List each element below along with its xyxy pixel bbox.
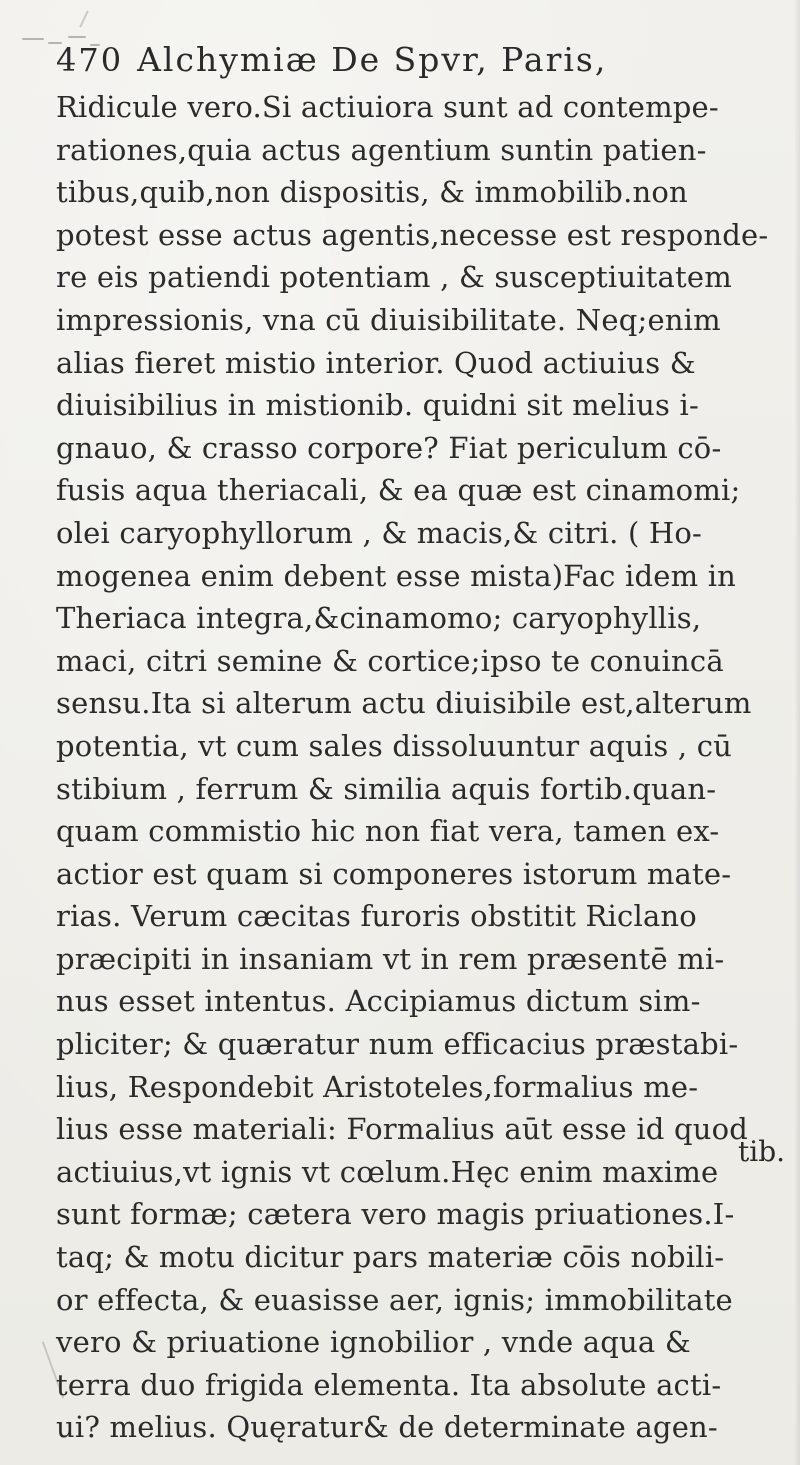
text-line: re eis patiendi potentiam , & susceptiuitatem	[56, 260, 732, 295]
text-line: rias. Verum cæcitas furoris obstitit Riclano	[56, 899, 697, 934]
text-line: olei caryophyllorum , & macis,& citri. ( Ho-	[56, 515, 703, 550]
text-line: actior est quam si componeres istorum mate-	[56, 856, 732, 891]
text-line: maci, citri semine & cortice;ipso te conuincā	[56, 643, 724, 678]
text-line: sensu.Ita si alterum actu diuisibile est,alterum	[56, 686, 752, 721]
text-line: lius esse materiali: Formalius aūt esse id quod	[56, 1112, 749, 1147]
text-line: alias fieret mistio interior. Quod actiuius &	[56, 345, 696, 380]
body-text	[56, 86, 776, 1449]
text-line: quam commistio hic non fiat vera, tamen ex-	[56, 814, 720, 849]
text-line: potest esse actus agentis,necesse est responde-	[56, 217, 769, 252]
text-line: sunt formæ; cætera vero magis priuationes.I-	[56, 1197, 735, 1232]
text-line: impressionis, vna cū diuisibilitate. Neq;enim	[56, 302, 721, 337]
text-line: stibium , ferrum & similia aquis fortib.quan-	[56, 771, 717, 806]
text-line: actiuius,vt ignis vt cœlum.Hęc enim maxime	[56, 1154, 719, 1189]
text-line: or effecta, & euasisse aer, ignis; immobilitate	[56, 1282, 733, 1317]
text-line: potentia, vt cum sales dissoluuntur aquis , cū	[56, 728, 733, 763]
text-line: Ridicule vero.Si actiuiora sunt ad contempe-	[56, 90, 719, 124]
stray-mark	[79, 10, 88, 27]
text-line: diuisibilius in mistionib. quidni sit melius i-	[56, 388, 700, 423]
text-line: gnauo, & crasso corpore? Fiat periculum cō-	[56, 430, 722, 465]
page-edge-shadow	[794, 0, 800, 1465]
catchword: tib.	[738, 1135, 786, 1168]
text-line: taq; & motu dicitur pars materiæ cōis nobili-	[56, 1240, 725, 1275]
text-line: ui? melius. Quęratur& de determinate agen-	[56, 1410, 718, 1445]
text-line: rationes,quia actus agentium suntin patien-	[56, 132, 707, 167]
page-number: 470	[56, 41, 124, 79]
text-line: mogenea enim debent esse mista)Fac idem in	[56, 558, 737, 593]
text-line: lius, Respondebit Aristoteles,formalius me-	[56, 1069, 699, 1104]
text-line: pliciter; & quæratur num efficacius præstabi-	[56, 1027, 739, 1062]
text-line: præcipiti in insaniam vt in rem præsentē mi-	[56, 941, 725, 976]
text-line: fusis aqua theriacali, & ea quæ est cinamomi;	[56, 473, 741, 508]
text-line: vero & priuatione ignobilior , vnde aqua &	[56, 1325, 691, 1360]
page-header	[56, 40, 607, 79]
running-title: Alchymiæ De Spvr, Paris,	[137, 40, 608, 79]
text-line: Theriaca integra,&cinamomo; caryophyllis,	[56, 601, 702, 636]
text-line: tibus,quib,non dispositis, & immobilib.non	[56, 175, 688, 210]
text-line: nus esset intentus. Accipiamus dictum sim-	[56, 984, 701, 1019]
text-line: terra duo frigida elementa. Ita absolute acti-	[56, 1367, 722, 1402]
